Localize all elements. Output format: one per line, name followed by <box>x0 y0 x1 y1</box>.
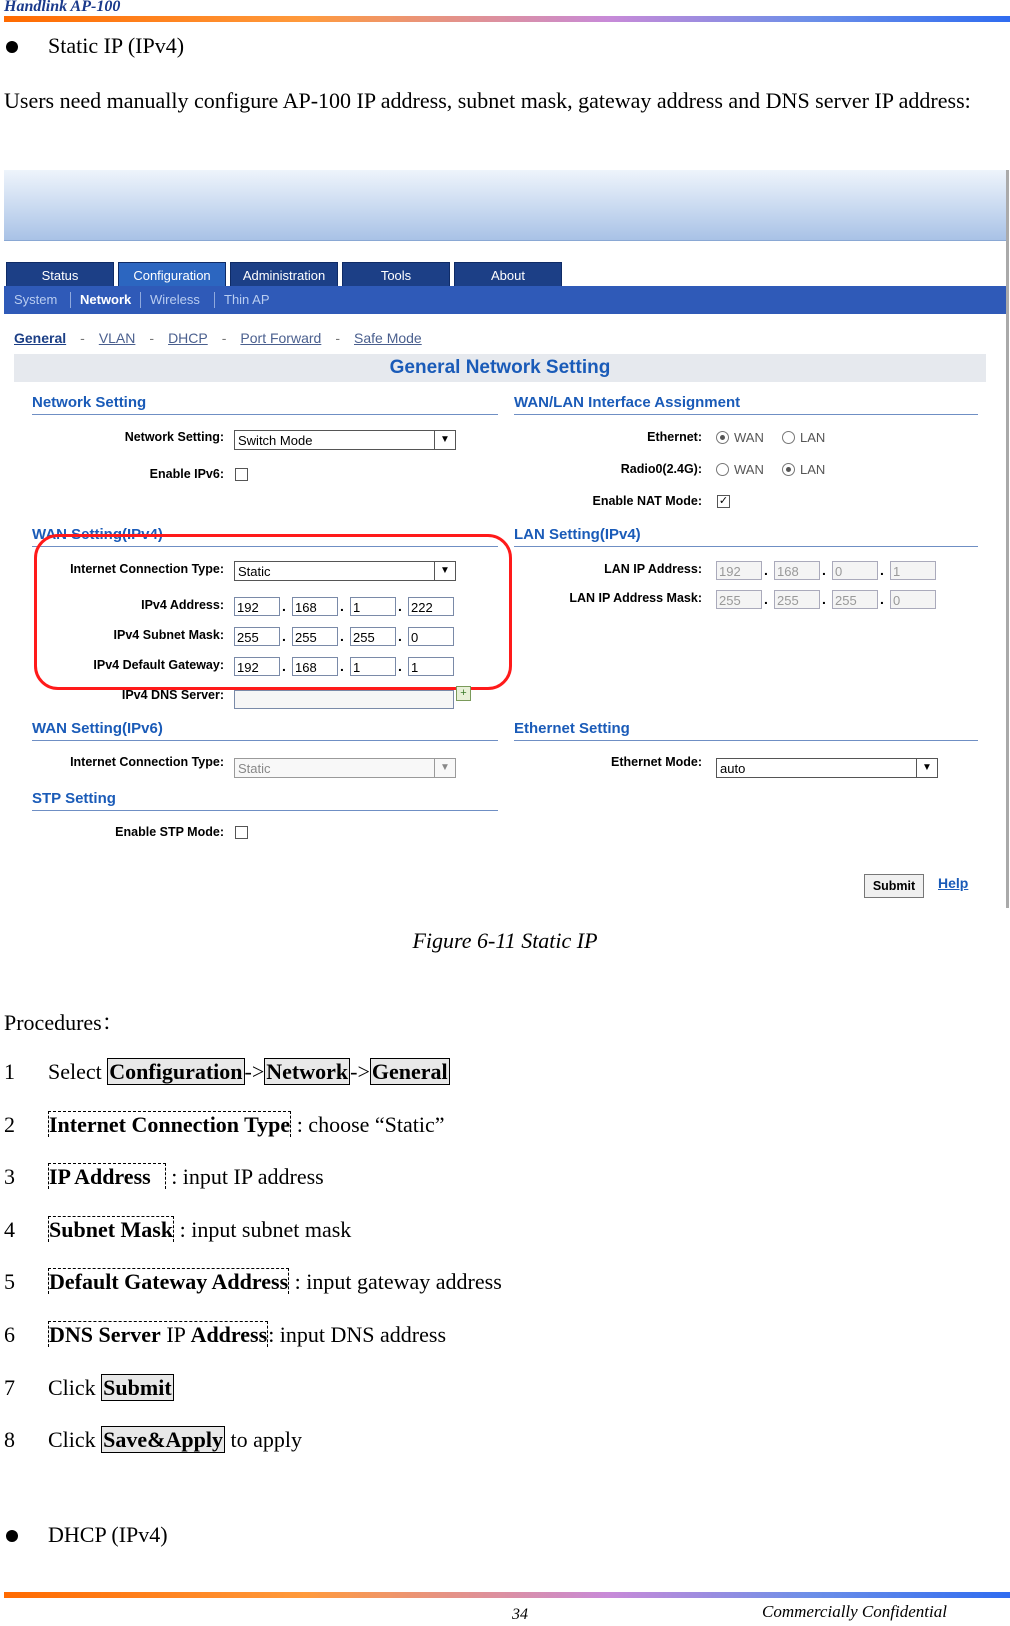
subtab-separator <box>140 292 141 308</box>
octet-dot: . <box>398 598 402 614</box>
ipv4-subnet-mask-label: IPv4 Subnet Mask: <box>113 628 224 642</box>
crumb-general[interactable]: General <box>14 330 67 346</box>
crumb-vlan[interactable]: VLAN <box>98 330 136 346</box>
lan-ip-address-label: LAN IP Address: <box>604 562 702 576</box>
step-number: 4 <box>4 1217 15 1242</box>
ipv4-gateway-label: IPv4 Default Gateway: <box>93 658 224 672</box>
octet-dot: . <box>282 598 286 614</box>
save-apply-term: Save&Apply <box>103 1427 223 1452</box>
ipv4-address-label: IPv4 Address: <box>141 598 224 612</box>
section-divider <box>514 740 978 741</box>
radio0-wan-radio[interactable] <box>716 463 729 476</box>
octet-dot: . <box>822 562 826 578</box>
octet-dot: . <box>398 628 402 644</box>
crumb-separator: - <box>149 330 155 346</box>
crumb-dhcp[interactable]: DHCP <box>168 330 208 346</box>
ipv4-address-octet-4[interactable]: 222 <box>408 597 454 616</box>
section-lan-ipv4: LAN Setting(IPv4) <box>514 526 641 543</box>
figure-caption: Figure 6-11 Static IP <box>412 928 598 953</box>
radio0-wan-option: WAN <box>734 462 764 477</box>
page-number: 34 <box>512 1606 528 1623</box>
octet-dot: . <box>282 628 286 644</box>
sub-nav <box>4 286 1006 314</box>
configuration-term: Configuration <box>109 1059 243 1084</box>
wan6-connection-type-label: Internet Connection Type: <box>70 755 224 769</box>
subtab-system[interactable]: System <box>14 292 58 307</box>
octet-dot: . <box>764 562 768 578</box>
crumb-separator: - <box>335 330 340 346</box>
step-number: 3 <box>4 1164 15 1189</box>
tab-configuration[interactable]: Configuration <box>118 262 226 290</box>
octet-dot: . <box>340 628 344 644</box>
ipv4-gateway-octet-1[interactable]: 192 <box>234 657 280 676</box>
ipv4-mask-octet-2[interactable]: 255 <box>292 627 338 646</box>
lan-mask-octet-1[interactable]: 255 <box>716 590 762 609</box>
ipv4-dns-label: IPv4 DNS Server: <box>121 688 224 702</box>
step-number: 1 <box>4 1059 15 1084</box>
octet-dot: . <box>764 591 768 607</box>
submit-button[interactable]: Submit <box>864 874 924 898</box>
ip-address-term: IP Address <box>48 1163 166 1189</box>
wan6-connection-type-value: Static <box>238 761 271 776</box>
section-wanlan-assignment: WAN/LAN Interface Assignment <box>514 394 741 411</box>
ethernet-wan-radio[interactable] <box>716 431 729 444</box>
intro-paragraph: Users need manually configure AP-100 IP address, subnet mask, gateway address and DNS server IP address: <box>4 88 971 113</box>
section-divider <box>32 414 498 415</box>
bullet-icon <box>6 1530 18 1542</box>
network-term: Network <box>266 1059 349 1084</box>
step-number: 2 <box>4 1112 15 1137</box>
ethernet-mode-value: auto <box>720 761 746 776</box>
ethernet-lan-option: LAN <box>800 430 826 445</box>
section-wan-ipv6: WAN Setting(IPv6) <box>32 720 163 737</box>
step-5: Default Gateway Address : input gateway address <box>49 1269 502 1294</box>
ipv4-gateway-octet-2[interactable]: 168 <box>292 657 338 676</box>
ipv4-address-octet-2[interactable]: 168 <box>292 597 338 616</box>
section-stp: STP Setting <box>32 790 116 807</box>
wan-connection-type-label: Internet Connection Type: <box>70 562 224 576</box>
octet-dot: . <box>282 658 286 674</box>
section-divider <box>514 414 978 415</box>
octet-dot: . <box>822 591 826 607</box>
network-mode-select[interactable] <box>234 430 456 450</box>
chevron-down-icon: ▼ <box>434 562 455 580</box>
octet-dot: . <box>340 658 344 674</box>
radio0-lan-radio[interactable] <box>782 463 795 476</box>
enable-nat-checkbox[interactable]: ✓ <box>718 495 729 507</box>
chevron-down-icon: ▼ <box>434 759 455 777</box>
add-dns-icon[interactable]: + <box>456 686 471 701</box>
section-network-setting: Network Setting <box>32 394 147 411</box>
section-ethernet: Ethernet Setting <box>514 720 630 737</box>
tab-about[interactable]: About <box>454 262 562 290</box>
enable-stp-label: Enable STP Mode: <box>115 825 224 839</box>
octet-dot: . <box>880 562 884 578</box>
ethernet-mode-label: Ethernet Mode: <box>611 755 702 769</box>
procedures-title: Procedures： <box>4 1010 124 1035</box>
submit-term: Submit <box>103 1375 172 1400</box>
subtab-network[interactable]: Network <box>80 292 132 307</box>
document-header-title: Handlink AP-100 <box>4 0 121 15</box>
enable-ipv6-label: Enable IPv6: <box>149 467 224 481</box>
crumb-separator: - <box>80 330 85 346</box>
lan-ip-octet-1[interactable]: 192 <box>716 561 762 580</box>
network-mode-value: Switch Mode <box>238 433 313 448</box>
ipv4-gateway-octet-3[interactable]: 1 <box>350 657 396 676</box>
crumb-separator: - <box>221 330 227 346</box>
ipv4-gateway-octet-4[interactable]: 1 <box>408 657 454 676</box>
tab-tools[interactable]: Tools <box>342 262 450 290</box>
section-heading-static-ip: Static IP (IPv4) <box>48 33 185 58</box>
section-divider <box>32 810 498 811</box>
header-divider <box>4 16 1010 22</box>
ipv4-address-octet-3[interactable]: 1 <box>350 597 396 616</box>
help-link[interactable]: Help <box>938 875 969 891</box>
octet-dot: . <box>340 598 344 614</box>
octet-dot: . <box>398 658 402 674</box>
lan-mask-octet-2[interactable]: 255 <box>774 590 820 609</box>
step-number: 6 <box>4 1322 15 1347</box>
radio0-label: Radio0(2.4G): <box>620 462 702 476</box>
general-term: General <box>371 1059 448 1084</box>
internet-connection-type-term: Internet Connection Type <box>49 1112 291 1137</box>
wan-connection-type-value: Static <box>238 564 271 579</box>
crumb-port-forward[interactable]: Port Forward <box>240 330 322 346</box>
section-heading-dhcp: DHCP (IPv4) <box>48 1522 168 1547</box>
default-gateway-term: Default Gateway Address <box>49 1269 289 1294</box>
subtab-wireless[interactable]: Wireless <box>150 292 200 307</box>
chevron-down-icon: ▼ <box>434 431 455 449</box>
page-title: General Network Setting <box>14 354 986 382</box>
section-divider <box>32 740 498 741</box>
ethernet-lan-radio[interactable] <box>782 431 795 444</box>
ethernet-wan-option: WAN <box>734 430 764 445</box>
step-2: Internet Connection Type : choose “Static” <box>49 1112 445 1137</box>
section-wan-ipv4: WAN Setting(IPv4) <box>32 526 163 543</box>
bullet-icon <box>6 41 18 53</box>
step-3: IP Address : input IP address <box>49 1164 324 1189</box>
wan6-connection-type-select[interactable] <box>234 758 456 778</box>
confidential-notice: Commercially Confidential <box>762 1602 947 1621</box>
wan-connection-type-select[interactable] <box>234 561 456 581</box>
lan-mask-octet-3[interactable]: 255 <box>832 590 878 609</box>
enable-nat-label: Enable NAT Mode: <box>592 494 702 508</box>
page-breadcrumbs <box>14 330 422 346</box>
crumb-safe-mode[interactable]: Safe Mode <box>354 330 422 346</box>
router-ui-screenshot <box>4 170 1009 908</box>
step-6: DNS Server IP Address: input DNS address <box>49 1322 447 1347</box>
step-number: 8 <box>4 1427 15 1452</box>
enable-ipv6-checkbox[interactable] <box>235 468 248 481</box>
step-4: Subnet Mask : input subnet mask <box>49 1217 352 1242</box>
ipv4-dns-input[interactable] <box>234 690 454 709</box>
chevron-down-icon: ▼ <box>916 759 937 777</box>
subtab-separator <box>214 292 215 308</box>
step-7: Click Submit <box>48 1375 172 1400</box>
dns-server-term: DNS Server IP Address <box>49 1322 268 1347</box>
subnet-mask-term: Subnet Mask <box>49 1217 174 1242</box>
subtab-thin-ap[interactable]: Thin AP <box>224 292 270 307</box>
footer-divider <box>4 1592 1010 1598</box>
ui-banner <box>4 170 1006 241</box>
step-number: 5 <box>4 1269 15 1294</box>
step-8: Click Save&Apply to apply <box>48 1427 302 1452</box>
lan-ip-mask-label: LAN IP Address Mask: <box>569 591 702 605</box>
network-setting-label: Network Setting: <box>124 430 224 444</box>
ethernet-mode-select[interactable] <box>716 758 938 778</box>
lan-ip-octet-3[interactable]: 0 <box>832 561 878 580</box>
radio0-lan-option: LAN <box>800 462 826 477</box>
ipv4-mask-octet-1[interactable]: 255 <box>234 627 280 646</box>
tab-status[interactable]: Status <box>6 262 114 290</box>
lan-mask-octet-4[interactable]: 0 <box>890 590 936 609</box>
enable-stp-checkbox[interactable] <box>235 826 248 839</box>
ipv4-mask-octet-3[interactable]: 255 <box>350 627 396 646</box>
step-1: Select Configuration->Network->General <box>48 1059 448 1084</box>
ipv4-address-octet-1[interactable]: 192 <box>234 597 280 616</box>
ethernet-label: Ethernet: <box>647 430 702 444</box>
step-number: 7 <box>4 1375 15 1400</box>
octet-dot: . <box>880 591 884 607</box>
lan-ip-octet-2[interactable]: 168 <box>774 561 820 580</box>
subtab-separator <box>70 292 71 308</box>
ipv4-mask-octet-4[interactable]: 0 <box>408 627 454 646</box>
tab-administration[interactable]: Administration <box>230 262 338 290</box>
section-divider <box>514 546 978 547</box>
lan-ip-octet-4[interactable]: 1 <box>890 561 936 580</box>
